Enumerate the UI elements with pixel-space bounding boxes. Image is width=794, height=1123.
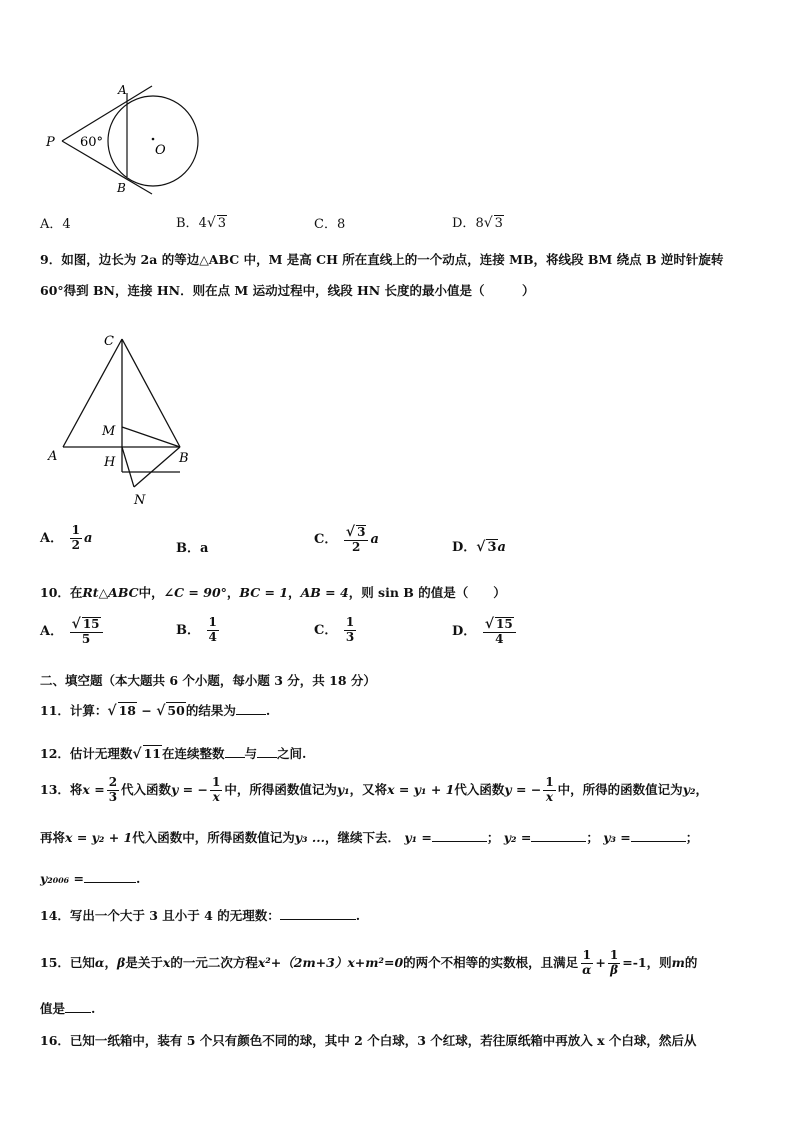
label-b: B — [179, 451, 189, 466]
q10-text: 10．在Rt△ABC中，∠C = 90°，BC = 1，AB = 4，则 sin B 的值是（ ） — [40, 585, 506, 600]
q13-text-line2: 再将x = y₂ + 1代入函数中，所得函数值记为y₃ ...，继续下去． y₁ = ； y₂ = ； y₃ = ； — [40, 830, 699, 845]
q11-text: 11．计算：√ 18 − √ 50的结果为 . — [40, 703, 271, 719]
label-b: B — [117, 181, 126, 195]
q10-option-b[interactable]: B． $\frac{1}{4}$ — [176, 615, 217, 644]
label-o: O — [155, 143, 166, 158]
section-heading: 二、填空题（本大题共 6 个小题，每小题 3 分，共 18 分） — [40, 673, 376, 688]
q8-option-c[interactable]: C．8 — [314, 217, 346, 232]
label-angle: 60° — [80, 135, 104, 150]
q8-option-a[interactable]: A．4 — [40, 217, 71, 232]
q16-text: 16．已知一纸箱中，装有 5 个只有颜色不同的球，其中 2 个白球，3 个红球，若往原纸箱中再放入 x 个白球，然后从 — [40, 1033, 697, 1048]
q9-option-c[interactable]: C． $\frac{√ 3}{2}$ a — [314, 524, 379, 555]
q10-option-d[interactable]: D． $\frac{√ 15}{4}$ — [452, 616, 518, 647]
q9-text-line2: 60°得到 BN，连接 HN．则在点 M 运动过程中，线段 HN 长度的最小值是（ ） — [40, 283, 535, 298]
label-a: A — [118, 83, 127, 97]
q10-option-c[interactable]: C． $\frac{1}{3}$ — [314, 615, 355, 644]
q9-option-d[interactable]: D．√ 3a — [452, 539, 506, 555]
q9-triangle-figure — [40, 325, 210, 510]
circle-o — [108, 96, 198, 186]
q13-answer-blank-y2[interactable] — [531, 829, 586, 842]
q13-answer-blank-y2006[interactable] — [84, 870, 136, 883]
q13-text-line3: y₂₀₀₆ = . — [40, 871, 141, 886]
q12-text: 12．估计无理数√ 11在连续整数 与 之间. — [40, 746, 307, 762]
side-cb — [122, 339, 180, 447]
q13-text-line1: 13．将x = $\frac{2}{3}$ 代入函数y = − $\frac{1}{x}$ 中，所得函数值记为y₁，又将x = y₁ + 1代入函数y = − $\frac{1}{x}$ 中，所得的函数值记为y₂， — [40, 775, 708, 804]
label-a: A — [48, 449, 58, 464]
label-m: M — [102, 424, 116, 439]
tangent-pb — [62, 141, 152, 194]
segment-nb — [134, 447, 180, 487]
label-p: P — [46, 135, 55, 150]
q10-option-a[interactable]: A． $\frac{√ 15}{5}$ — [40, 616, 105, 647]
q14-text: 14．写出一个大于 3 且小于 4 的无理数： . — [40, 908, 361, 923]
center-point-o — [152, 138, 155, 141]
label-h: H — [104, 455, 116, 470]
q13-answer-blank-y3[interactable] — [631, 829, 686, 842]
q8-circle-tangent-figure — [40, 80, 210, 200]
q8-option-b[interactable]: B．4√ 3 — [176, 215, 227, 231]
q9-text-line1: 9．如图，边长为 2a 的等边△ABC 中，M 是高 CH 所在直线上的一个动点，连接 MB，将线段 BM 绕点 B 逆时针旋转 — [40, 252, 724, 267]
label-c: C — [104, 334, 114, 349]
q15-text-line2: 值是 . — [40, 1001, 96, 1016]
q12-answer-blank-1[interactable] — [225, 745, 245, 758]
q8-option-d[interactable]: D．8√ 3 — [452, 215, 503, 231]
q14-answer-blank[interactable] — [280, 907, 356, 920]
q15-text-line1: 15．已知α，β是关于x的一元二次方程x²+（2m+3）x+m²=0的两个不相等的实数根，且满足 $\frac{1}{\alpha}$ + $\frac{1}{\beta}$ =-1，则m的 — [40, 948, 698, 977]
q9-option-a[interactable]: A． $\frac{1}{2}$ a — [40, 523, 93, 552]
label-n: N — [134, 493, 146, 508]
q15-answer-blank[interactable] — [65, 1000, 91, 1013]
q11-answer-blank[interactable] — [236, 702, 266, 715]
q9-option-b[interactable]: B．a — [176, 541, 209, 556]
q13-answer-blank-y1[interactable] — [432, 829, 487, 842]
tangent-pa — [62, 86, 152, 141]
q12-answer-blank-2[interactable] — [257, 745, 277, 758]
segment-hn — [122, 447, 134, 487]
